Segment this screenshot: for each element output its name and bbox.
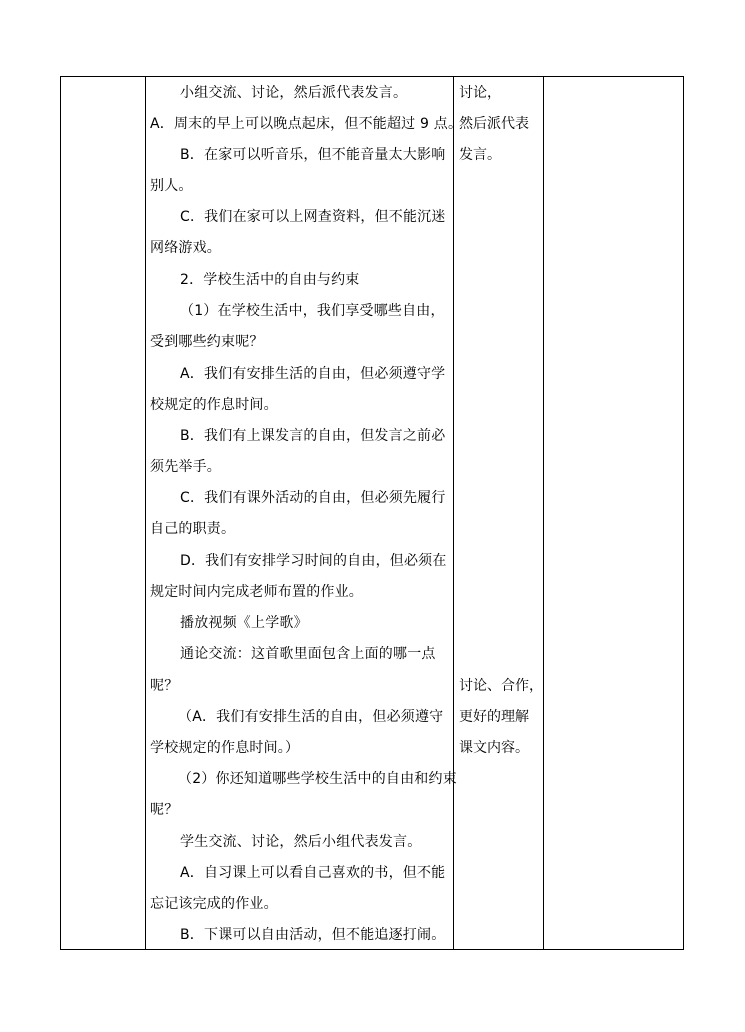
column-divider bbox=[145, 77, 146, 949]
activity-line: 更好的理解 bbox=[459, 709, 529, 725]
content-line: 呢？ bbox=[150, 802, 179, 818]
activity-line: 发言。 bbox=[459, 147, 501, 163]
lesson-table bbox=[60, 76, 684, 950]
content-line: （1）在学校生活中，我们享受哪些自由， bbox=[180, 303, 445, 319]
activity-line: 讨论、合作， bbox=[459, 678, 543, 694]
content-line: 须先举手。 bbox=[150, 459, 221, 475]
content-line: （2）你还知道哪些学校生活中的自由和约束 bbox=[178, 771, 457, 787]
content-line: 通论交流：这首歌里面包含上面的哪一点 bbox=[180, 646, 436, 662]
content-line: B．我们有上课发言的自由，但发言之前必 bbox=[180, 428, 446, 444]
content-line: 受到哪些约束呢？ bbox=[150, 334, 264, 350]
content-line: 学生交流、讨论，然后小组代表发言。 bbox=[180, 834, 422, 850]
content-line: 自己的职责。 bbox=[150, 521, 236, 537]
content-line: 2．学校生活中的自由与约束 bbox=[180, 272, 360, 288]
column-divider bbox=[543, 77, 544, 949]
content-line: D．我们有安排学习时间的自由，但必须在 bbox=[180, 553, 447, 569]
content-line: （A．我们有安排生活的自由，但必须遵守 bbox=[178, 709, 444, 725]
content-line: 播放视频《上学歌》 bbox=[180, 615, 308, 631]
content-line: 学校规定的作息时间。） bbox=[150, 740, 300, 756]
content-line: 网络游戏。 bbox=[150, 240, 221, 256]
activity-line: 课文内容。 bbox=[459, 740, 529, 756]
content-line: 呢？ bbox=[150, 678, 179, 694]
content-line: B．下课可以自由活动，但不能追逐打闹。 bbox=[180, 927, 446, 943]
content-line: 小组交流、讨论，然后派代表发言。 bbox=[180, 85, 408, 101]
activity-line: 讨论， bbox=[459, 85, 501, 101]
content-line: 别人。 bbox=[150, 178, 193, 194]
content-line: A．周末的早上可以晚点起床，但不能超过 9 点。 bbox=[150, 116, 463, 132]
content-line: A．我们有安排生活的自由，但必须遵守学 bbox=[180, 366, 446, 382]
content-line: B．在家可以听音乐，但不能音量太大影响 bbox=[180, 147, 446, 163]
content-line: 忘记该完成的作业。 bbox=[150, 896, 278, 912]
content-line: 校规定的作息时间。 bbox=[150, 397, 278, 413]
activity-line: 然后派代表 bbox=[459, 116, 529, 132]
content-line: A．自习课上可以看自己喜欢的书，但不能 bbox=[180, 865, 446, 881]
column-divider bbox=[453, 77, 454, 949]
content-line: 规定时间内完成老师布置的作业。 bbox=[150, 584, 363, 600]
content-line: C．我们在家可以上网查资料，但不能沉迷 bbox=[180, 209, 446, 225]
content-line: C．我们有课外活动的自由，但必须先履行 bbox=[180, 490, 446, 506]
